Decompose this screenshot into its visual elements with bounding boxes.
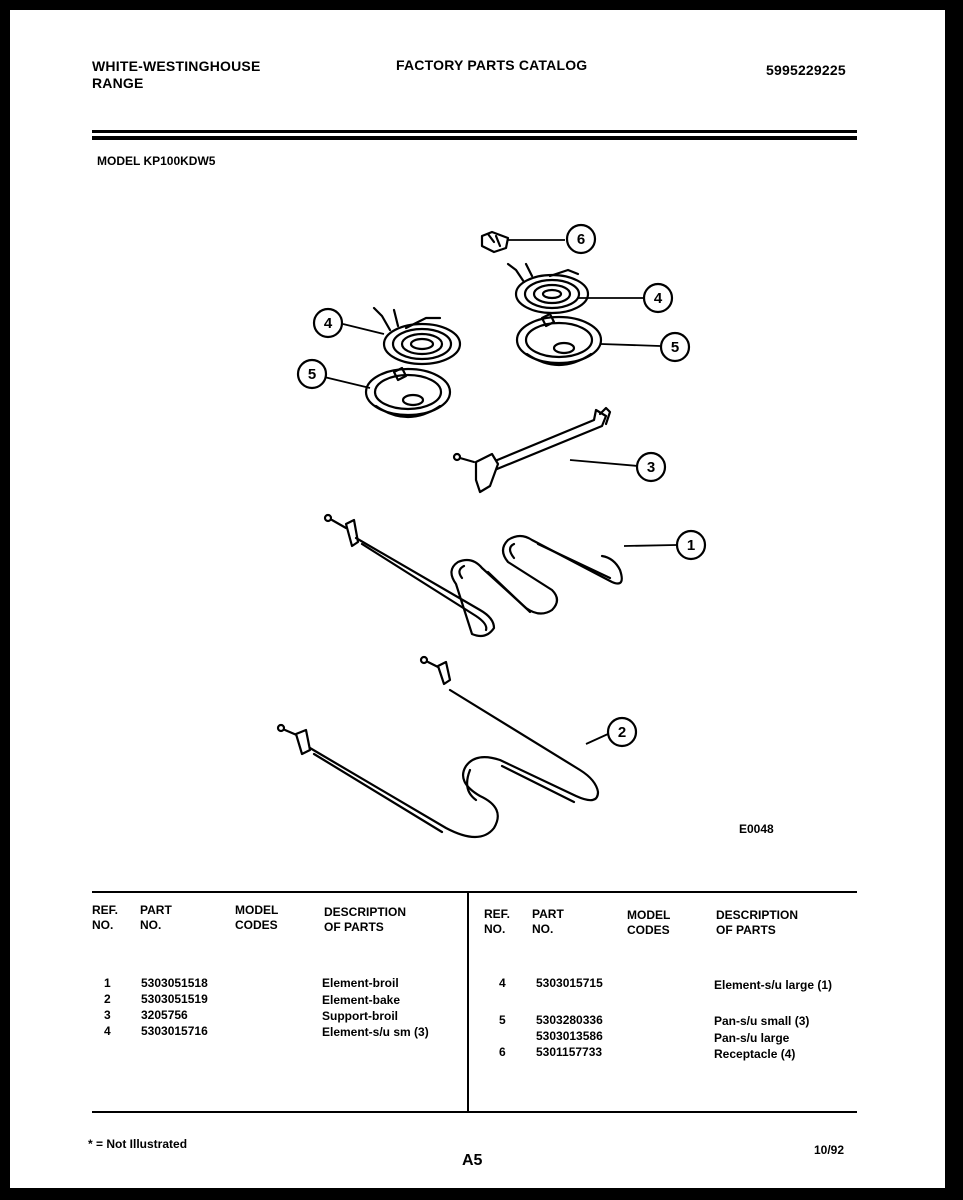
right-ref: 5 [499,1013,506,1027]
table-divider [467,891,469,1113]
callout-4-right: 4 [653,290,663,307]
left-header-part-1: PART [140,903,172,917]
surface-element-large [508,264,588,313]
left-header-desc-1: DESCRIPTION [324,905,407,919]
left-ref: 4 [104,1024,111,1038]
left-part: 5303051518 [141,976,208,990]
left-header-codes-1: MODEL [235,903,279,917]
left-part: 3205756 [141,1008,188,1022]
left-header-desc-2: OF PARTS [324,920,384,934]
bake-element [278,657,598,837]
parts-sheet [10,10,945,1188]
right-desc: Pan-s/u small (3) [714,1014,810,1028]
right-part: 5301157733 [536,1045,603,1059]
left-desc: Element-s/u sm (3) [322,1025,429,1039]
right-desc: Element-s/u large (1) [714,978,833,992]
table-rule-bottom [92,1111,857,1113]
right-part: 5303013586 [536,1029,603,1043]
exploded-parts-diagram [10,10,945,870]
callout-6: 6 [576,231,586,248]
callout-4-left: 4 [323,315,333,332]
right-header-codes-1: MODEL [627,908,671,922]
callout-5-right: 5 [670,339,680,356]
surface-element-small [374,308,460,364]
left-ref: 3 [104,1008,111,1022]
left-part: 5303015716 [141,1024,208,1038]
left-desc: Support-broil [322,1009,398,1023]
right-header-desc-1: DESCRIPTION [716,908,799,922]
broil-support [454,408,610,492]
right-part: 5303280336 [536,1013,603,1027]
drip-pan-small [366,368,450,417]
left-desc: Element-broil [322,976,399,990]
catalog-number: 5995229225 [766,62,846,78]
receptacle-part [482,232,508,252]
brand-line2: RANGE [92,75,144,91]
right-ref: 4 [499,976,506,990]
left-header-part-2: NO. [140,918,162,932]
right-header-ref-2: NO. [484,922,506,936]
right-part: 5303015715 [536,976,603,990]
right-header-codes-2: CODES [627,923,670,937]
left-ref: 1 [104,976,111,990]
right-ref: 6 [499,1045,506,1059]
callout-5-left: 5 [307,366,317,383]
left-desc: Element-bake [322,993,401,1007]
page-number: A5 [462,1152,483,1169]
catalog-title: FACTORY PARTS CATALOG [396,57,588,73]
right-desc: Receptacle (4) [714,1047,796,1061]
right-header-desc-2: OF PARTS [716,923,776,937]
diagram-code: E0048 [739,822,774,836]
catalog-date: 10/92 [814,1143,845,1157]
not-illustrated-note: * = Not Illustrated [88,1137,188,1151]
brand-line1: WHITE-WESTINGHOUSE [92,58,261,74]
left-header-ref-1: REF. [92,903,119,917]
table-rule-top [92,891,857,893]
callout-3: 3 [646,459,656,476]
right-header-part-1: PART [532,907,564,921]
right-header-part-2: NO. [532,922,554,936]
left-part: 5303051519 [141,992,208,1006]
left-header-codes-2: CODES [235,918,278,932]
callout-1: 1 [686,537,696,554]
right-desc: Pan-s/u large [714,1031,790,1045]
callout-2: 2 [617,724,627,741]
broil-element [325,515,622,636]
left-header-ref-2: NO. [92,918,114,932]
drip-pan-large [517,314,601,365]
right-header-ref-1: REF. [484,907,511,921]
model-label: MODEL KP100KDW5 [97,154,216,168]
left-ref: 2 [104,992,111,1006]
